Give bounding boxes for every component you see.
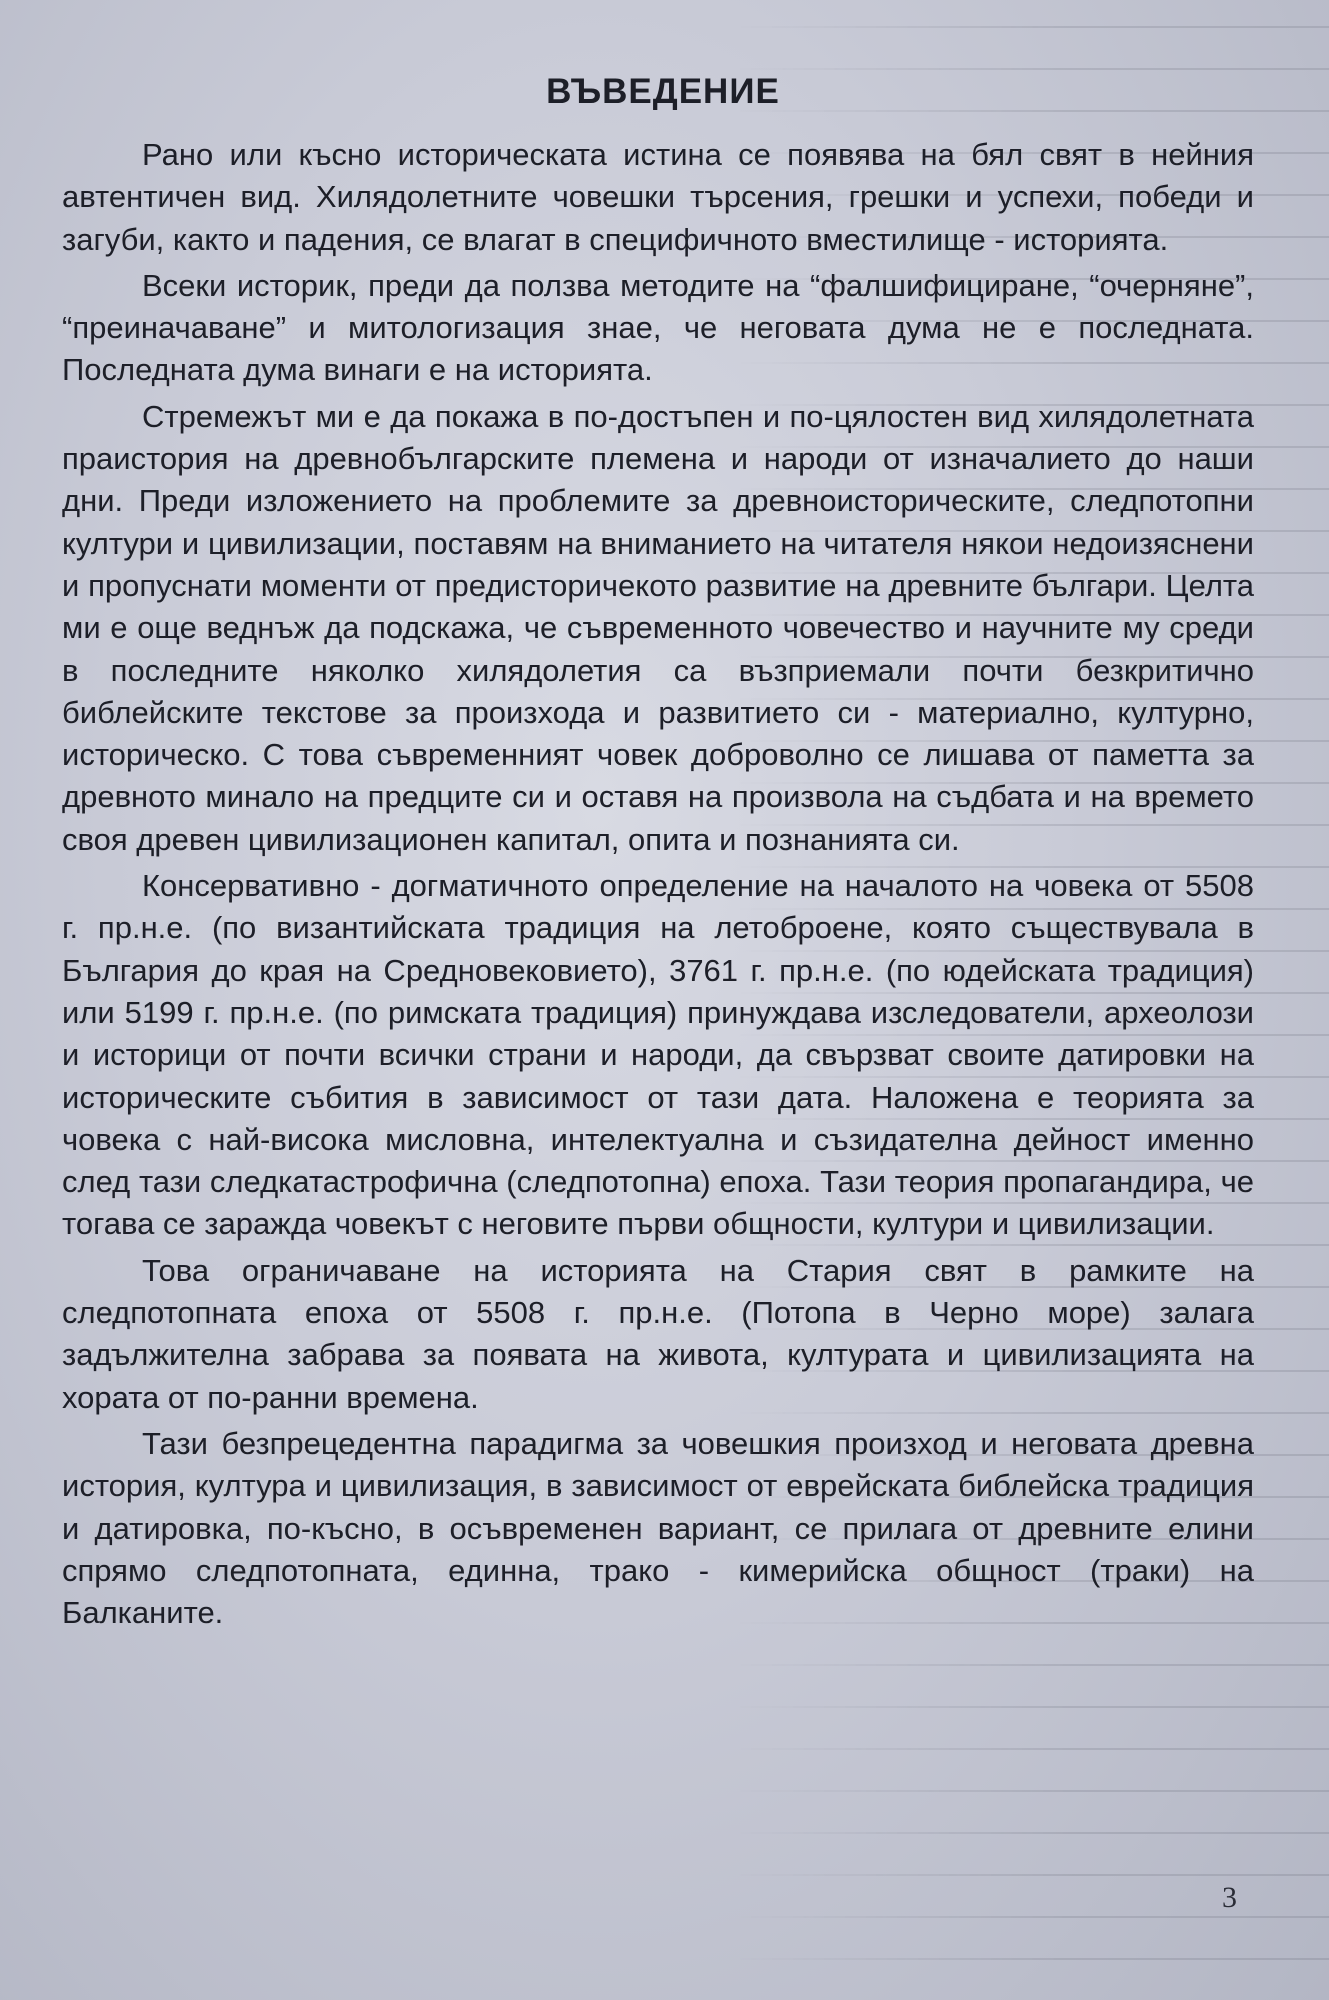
- paragraph: Консервативно - догматичното определение на началото на човека от 5508 г. пр.н.е. (по византийската традиция на летоброене, която съществувала в България до края на Средновековието), 3761 г. пр.н.е. (по юдейската традиция) или 5199 г. пр.н.е. (по римската традиция) принуждава изследователи, археолози и историци от почти всички страни и народи, да свързват своите датировки на историческите събития в зависимост от тази дата. Наложена е теорията за човека с най-висока мисловна, интелектуална и съзидателна дейност именно след тази следкатастрофична (следпотопна) епоха. Тази теория пропагандира, че тогава се заражда човекът с неговите първи общности, култури и цивилизации.: [62, 868, 1254, 1242]
- paragraph: Това ограничаване на историята на Стария свят в рамките на следпотопната епоха от 5508 г. пр.н.е. (Потопа в Черно море) залага задължителна забрава за появата на живота, културата и цивилизацията на хората от по-ранни времена.: [62, 1252, 1254, 1415]
- paragraph: Стремежът ми е да покажа в по-достъпен и по-цялостен вид хилядолетната праистория на древнобългарските племена и народи от изначалието до наши дни. Преди изложението на проблемите за древноисторическите, следпотопни култури и цивилизации, поставям на вниманието на читателя някои недоизяснени и пропуснати моменти от предисторичекото развитие на древните българи. Целта ми е още веднъж да подскажа, че съвременното човечество и научните му среди в последните няколко хилядолетия са възприемали почти безкритично библейските текстове за произхода и развитието си - материално, културно, историческо. С това съвременният човек доброволно се лишава от паметта за древното минало на предците си и оставя на произвола на съдбата и на времето своя древен цивилизационен капитал, опита и познанията си.: [62, 398, 1254, 857]
- page-number: 3: [1222, 1881, 1237, 1914]
- text-column: [62, 72, 1254, 1638]
- paragraph: Всеки историк, преди да ползва методите на “фалшифициране, “очерняне”, “преиначаване” и митологизация знае, че неговата дума не е последната. Последната дума винаги е на историята.: [62, 267, 1254, 388]
- paragraph: Рано или късно историческата истина се появява на бял свят в нейния автентичен вид. Хилядолетните човешки търсения, грешки и успехи, победи и загуби, както и падения, се влагат в специфичното вместилище - историята.: [62, 137, 1254, 257]
- paragraph: Тази безпрецедентна парадигма за човешкия произход и неговата древна история, култура и цивилизация, в зависимост от еврейската библейска традиция и датировка, по-късно, в осъвременен вариант, се прилага от древните елини спрямо следпотопната, единна, трако - кимерийска общност (траки) на Балканите.: [62, 1425, 1254, 1631]
- chapter-title: ВЪВЕДЕНИЕ: [546, 72, 780, 111]
